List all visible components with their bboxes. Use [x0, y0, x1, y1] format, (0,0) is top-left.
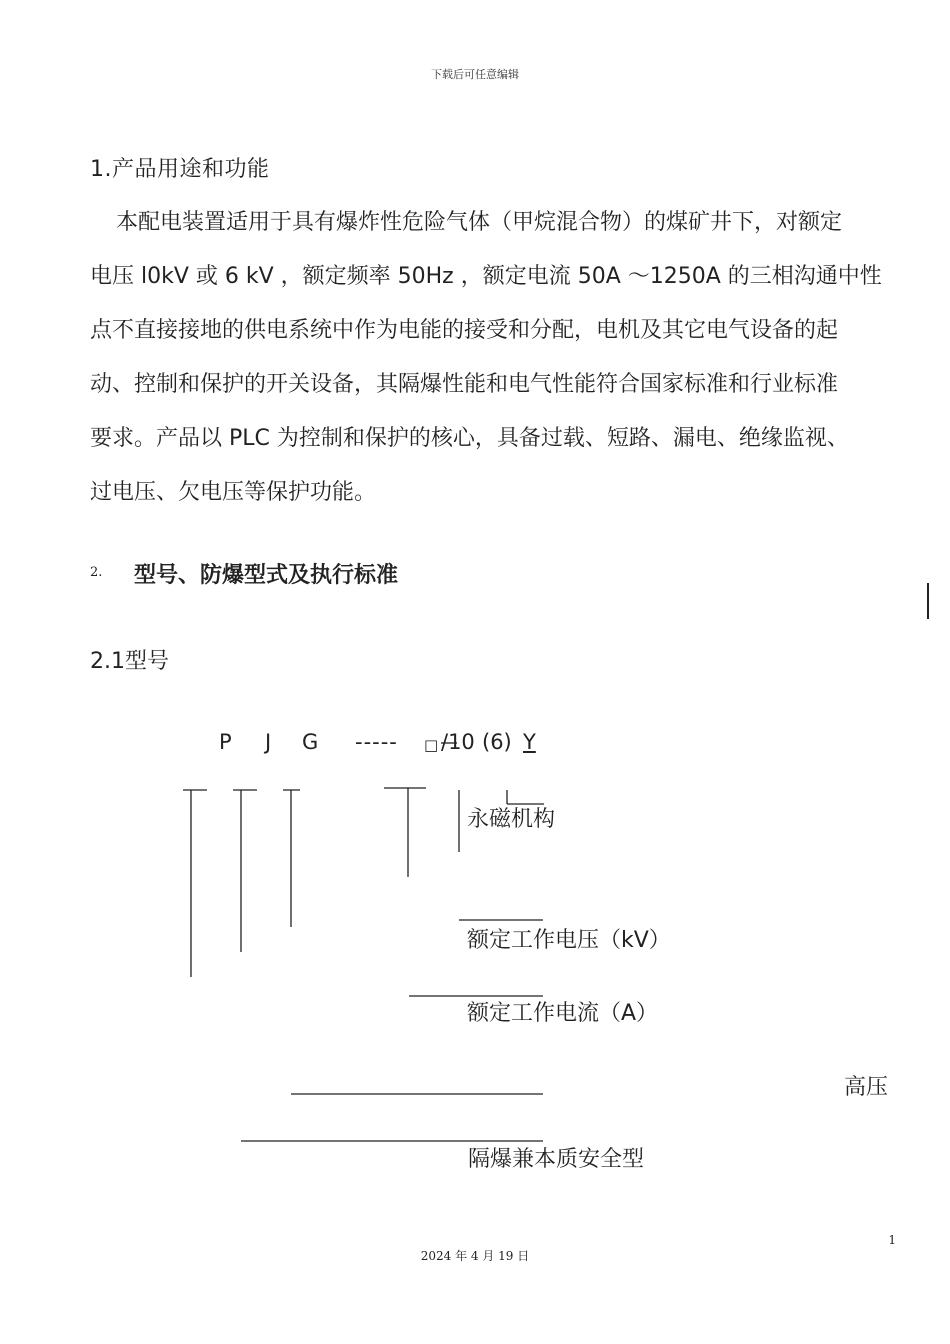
label-rated-current: 额定工作电流（A）: [467, 1001, 659, 1026]
paragraph-line: 动、控制和保护的开关设备，其隔爆性能和电气性能符合国家标准和行业标准: [90, 372, 839, 397]
footer-date: 2024 年 4 月 19 日: [420, 1249, 530, 1263]
model-letter-j: J: [265, 730, 272, 754]
model-letter-g: G: [302, 730, 319, 754]
model-box: □: [424, 736, 439, 754]
model-letter-p: P: [219, 730, 232, 754]
model-letter-y: Y: [523, 730, 536, 754]
paragraph-line: 本配电装置适用于具有爆炸性危险气体（甲烷混合物）的煤矿井下，对额定: [116, 210, 843, 235]
model-rated-current-voltage: /10: [441, 730, 475, 754]
label-high-voltage: 高压: [844, 1075, 889, 1100]
paragraph-line: 过电压、欠电压等保护功能。: [90, 480, 377, 505]
section-1-title: 1.产品用途和功能: [90, 157, 270, 182]
paragraph-line: 电压 l0kV 或 6 kV ，额定频率 50Hz ，额定电流 50A ～1250A 的三相沟通中性: [90, 264, 882, 289]
model-dashes: -----: [355, 730, 398, 754]
label-rated-voltage: 额定工作电压（kV）: [467, 928, 671, 953]
paragraph-line: 点不直接接地的供电系统中作为电能的接受和分配，电机及其它电气设备的起: [90, 318, 839, 343]
subsection-2-1-title: 2.1型号: [90, 649, 169, 674]
section-2-number: 2.: [90, 565, 103, 580]
model-six: (6): [482, 730, 512, 754]
paragraph-line: 要求。产品以 PLC 为控制和保护的核心，具备过载、短路、漏电、绝缘监视、: [90, 426, 849, 451]
page-header: 下载后可任意编辑: [431, 68, 519, 81]
page-number: 1: [888, 1233, 896, 1247]
label-mechanism: 永磁机构: [467, 807, 556, 832]
section-2-title: 型号、防爆型式及执行标准: [134, 563, 399, 588]
label-explosion-proof: 隔爆兼本质安全型: [468, 1147, 645, 1172]
